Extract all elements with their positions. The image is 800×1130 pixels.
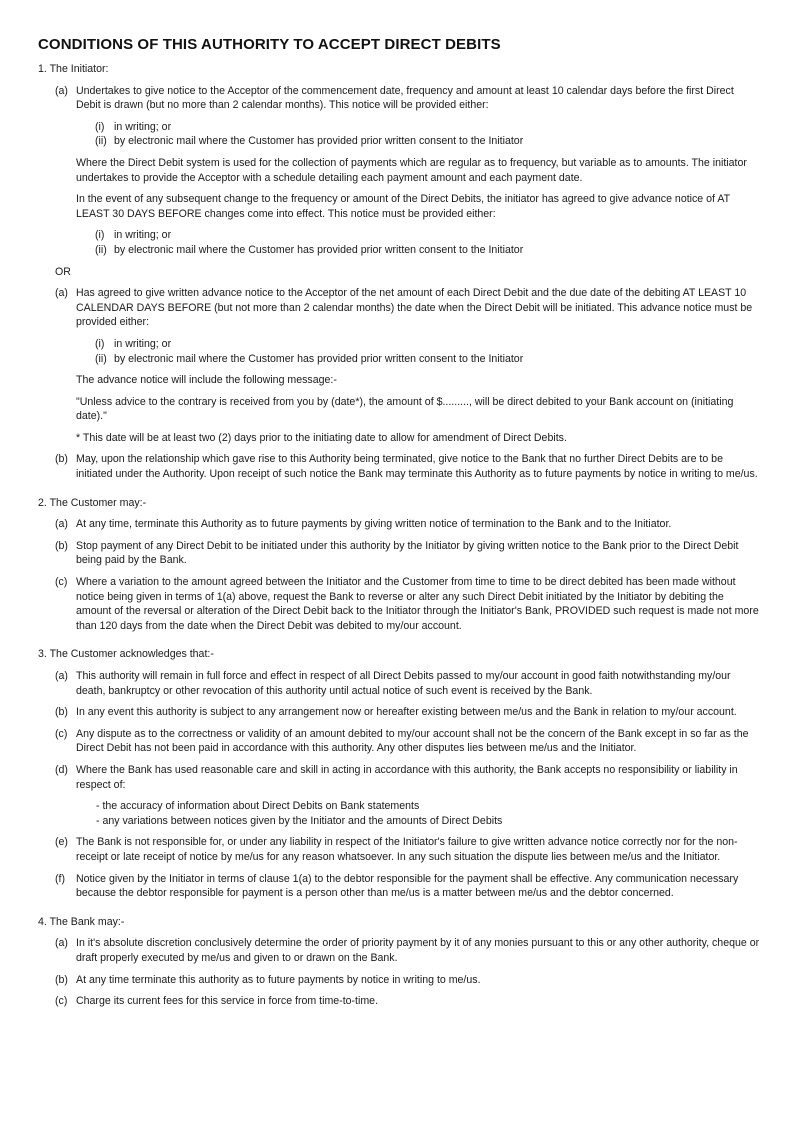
clause-label: (a) — [55, 84, 68, 97]
clause-text: Charge its current fees for this service in force from time-to-time. — [76, 995, 379, 1008]
clause-label: (c) — [55, 576, 68, 589]
sub-label: (i) — [95, 337, 105, 350]
clause-text: Notice given by the Initiator in terms of clause 1(a) to the debtor responsible for the payment shall be effective. Any communication necessary because the debtor responsible for payment is a person other than me/us is a matter between me/us and the debtor concerned. — [76, 872, 739, 900]
clause-text: Undertakes to give notice to the Acceptor of the commencement date, frequency and amount at least 10 calendar days before the first Direct Debit is drawn (but no more than 2 calendar months). This notice will be provided either: — [76, 84, 734, 112]
sub-text: in writing; or — [114, 120, 172, 133]
clause-label: (a) — [55, 937, 68, 950]
clause-label: (b) — [55, 973, 68, 986]
clause-text: This authority will remain in full force and effect in respect of all Direct Debits passed to my/our account in good faith notwithstanding my/our death, bankruptcy or other revocation of this authority until actual notice of such event is received by the Bank. — [76, 670, 731, 697]
clause-label: (a) — [55, 287, 68, 300]
sub-list — [38, 120, 760, 149]
clause-label: (c) — [55, 995, 68, 1008]
sub-text: by electronic mail where the Customer has provided prior written consent to the Initiator — [114, 243, 524, 256]
clause-text: Where a variation to the amount agreed between the Initiator and the Customer from time to time to be direct debited has been made without notice being given in terms of 1(a) above, request the Bank to reverse or alter any such Direct Debit initiated by the Initiator by debiting the amount of the reversal or alteration of the Direct Debit back to the Initiator through the Initiator's Bank, PROVIDED such request is made not more than 120 days from the date when the Direct Debit was debited to my/our account. — [76, 576, 759, 632]
section-heading: 2. The Customer may:- — [38, 496, 147, 509]
clause-label: (f) — [55, 872, 65, 885]
paragraph: In the event of any subsequent change to the frequency or amount of the Direct Debits, the initiator has agreed to give advance notice of AT LEAST 30 DAYS BEFORE changes come into effect. This notice must be provided either: — [76, 193, 730, 220]
sub-label: (ii) — [95, 352, 107, 365]
sub-item — [38, 228, 760, 243]
sub-item — [38, 352, 760, 367]
clause-label: (b) — [55, 706, 68, 719]
clause-4c — [38, 994, 760, 1009]
clause-text: May, upon the relationship which gave rise to this Authority being terminated, give notice to the Bank that no further Direct Debits are to be initiated under the Authority. Upon receipt of such notice the Bank may terminate this Authority as to future payments by notice in writing to me/us. — [76, 453, 758, 481]
document-page — [38, 36, 760, 1023]
notice-message: "Unless advice to the contrary is received from you by (date*), the amount of $........., will be direct debited to your Bank account on (initiating date)." — [76, 395, 734, 423]
section-heading: 4. The Bank may:- — [38, 915, 125, 928]
clause-2c — [38, 575, 760, 633]
clause-3e — [38, 835, 760, 864]
sub-label: (i) — [95, 229, 105, 242]
page-title: CONDITIONS OF THIS AUTHORITY TO ACCEPT DIRECT DEBITS — [38, 36, 501, 53]
clause-text: At any time, terminate this Authority as to future payments by giving written notice of termination to the Bank and to the Initiator. — [76, 518, 672, 531]
clause-label: (a) — [55, 518, 68, 531]
footnote: * This date will be at least two (2) days prior to the initiating date to allow for amendment of Direct Debits. — [76, 431, 567, 444]
sub-label: (ii) — [95, 243, 107, 256]
sub-label: (ii) — [95, 135, 107, 148]
clause-3d — [38, 763, 760, 792]
section-customer-may — [38, 496, 760, 634]
dash-list — [38, 799, 760, 828]
clause-label: (c) — [55, 727, 68, 740]
clause-1b — [38, 452, 760, 481]
sub-label: (i) — [95, 120, 105, 133]
section-heading: 3. The Customer acknowledges that:- — [38, 648, 214, 661]
sub-list — [38, 228, 760, 257]
clause-3b — [38, 705, 760, 720]
clause-1a-notice — [38, 84, 760, 113]
clause-label: (b) — [55, 453, 68, 466]
sub-item — [38, 134, 760, 149]
dash-item: - any variations between notices given by the Initiator and the amounts of Direct Debits — [96, 814, 503, 827]
clause-text: Any dispute as to the correctness or validity of an amount debited to my/our account shall not be the concern of the Bank except in so far as the Direct Debit has not been paid in accordance with this authority. Any other disputes lies between me/us and the Initiator. — [76, 727, 749, 755]
clause-4a — [38, 936, 760, 965]
clause-2b — [38, 539, 760, 568]
sub-text: by electronic mail where the Customer has provided prior written consent to the Initiator — [114, 135, 524, 148]
clause-2a — [38, 517, 760, 532]
sub-item — [38, 243, 760, 258]
section-customer-acknowledges — [38, 647, 760, 900]
paragraph: The advance notice will include the following message:- — [76, 374, 337, 387]
clause-text: Has agreed to give written advance notice to the Acceptor of the net amount of each Direct Debit and the due date of the debiting AT LEAST 10 CALENDAR DAYS BEFORE (but not more than 2 calendar months) the date when the Direct Debit will be initiated. This advance notice must be provided either: — [76, 287, 753, 329]
dash-item: - the accuracy of information about Direct Debits on Bank statements — [96, 800, 420, 813]
sub-text: in writing; or — [114, 229, 172, 242]
clause-4b — [38, 973, 760, 988]
clause-label: (b) — [55, 539, 68, 552]
clause-label: (e) — [55, 836, 68, 849]
clause-text: Where the Bank has used reasonable care and skill in acting in accordance with this authority, the Bank accepts no responsibility or liability in respect of: — [76, 763, 738, 791]
clause-text: In it's absolute discretion conclusively determine the order of priority payment by it of any monies pursuant to this or any other authority, cheque or draft properly executed by me/us and given to or drawn on the Bank. — [76, 937, 760, 964]
paragraph: Where the Direct Debit system is used for the collection of payments which are regular as to frequency, but variable as to amounts. The initiator undertakes to provide the Acceptor with a schedule detailing each payment amount and each payment date. — [76, 156, 747, 184]
sub-item — [38, 337, 760, 352]
clause-label: (a) — [55, 670, 68, 682]
clause-1a-advance-notice — [38, 286, 760, 330]
section-bank-may — [38, 915, 760, 1009]
sub-text: by electronic mail where the Customer has provided prior written consent to the Initiator — [114, 352, 524, 365]
clause-text: At any time terminate this authority as to future payments by notice in writing to me/us. — [76, 973, 481, 986]
sub-list — [38, 337, 760, 366]
clause-3c — [38, 727, 760, 756]
sub-text: in writing; or — [114, 337, 172, 350]
section-initiator — [38, 62, 760, 482]
clause-text: Stop payment of any Direct Debit to be initiated under this authority by the Initiator by giving written notice to the Bank prior to the Direct Debit being paid by the Bank. — [76, 539, 739, 567]
section-heading: 1. The Initiator: — [38, 63, 109, 75]
clause-3f — [38, 872, 760, 901]
sub-item — [38, 120, 760, 135]
clause-text: In any event this authority is subject to any arrangement now or hereafter existing between me/us and the Bank in relation to my/our account. — [76, 706, 737, 719]
clause-3a — [38, 669, 760, 698]
or-separator: OR — [55, 265, 71, 278]
clause-text: The Bank is not responsible for, or under any liability in respect of the Initiator's failure to give written advance notice correctly nor for the non-receipt or late receipt of notice by me/us for any reason whatsoever. In any such situation the dispute lies between me/us and the Initiator. — [76, 836, 738, 863]
clause-label: (d) — [55, 763, 68, 776]
